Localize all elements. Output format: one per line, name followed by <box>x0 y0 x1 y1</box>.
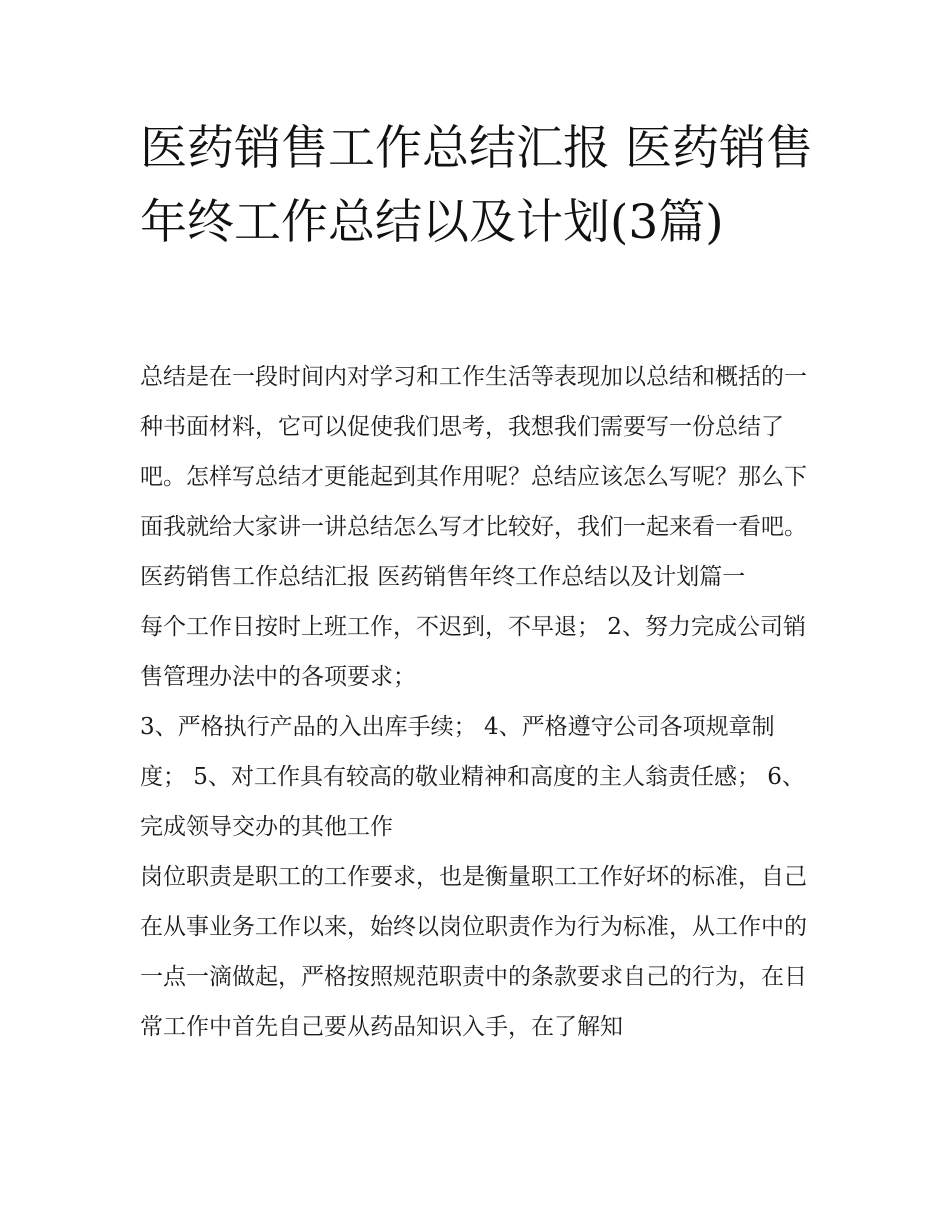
paragraph-section-heading: 医药销售工作总结汇报 医药销售年终工作总结以及计划篇一 <box>140 564 746 590</box>
paragraph-duties-2: 3、严格执行产品的入出库手续； 4、严格遵守公司各项规章制度； 5、对工作具有较高的敬业精神和高度的主人翁责任感； 6、完成领导交办的其他工作 <box>140 714 805 840</box>
document-title: 医药销售工作总结汇报 医药销售年终工作总结以及计划(3篇) <box>140 121 813 250</box>
paragraph-job-responsibility: 岗位职责是职工的工作要求，也是衡量职工工作好坏的标准，自己在从事业务工作以来，始终以岗位职责作为行为标准，从工作中的一点一滴做起，严格按照规范职责中的条款要求自己的行为，在日常工作中首先自己要从药品知识入手，在了解知 <box>140 864 807 1040</box>
paragraph-intro: 总结是在一段时间内对学习和工作生活等表现加以总结和概括的一种书面材料，它可以促使我们思考，我想我们需要写一份总结了吧。怎样写总结才更能起到其作用呢？总结应该怎么写呢？那么下面我就给大家讲一讲总结怎么写才比较好，我们一起来看一看吧。 <box>140 364 807 540</box>
document-body <box>140 352 820 1052</box>
paragraph-duties-1: 每个工作日按时上班工作，不迟到，不早退； 2、努力完成公司销售管理办法中的各项要求； <box>140 614 806 690</box>
